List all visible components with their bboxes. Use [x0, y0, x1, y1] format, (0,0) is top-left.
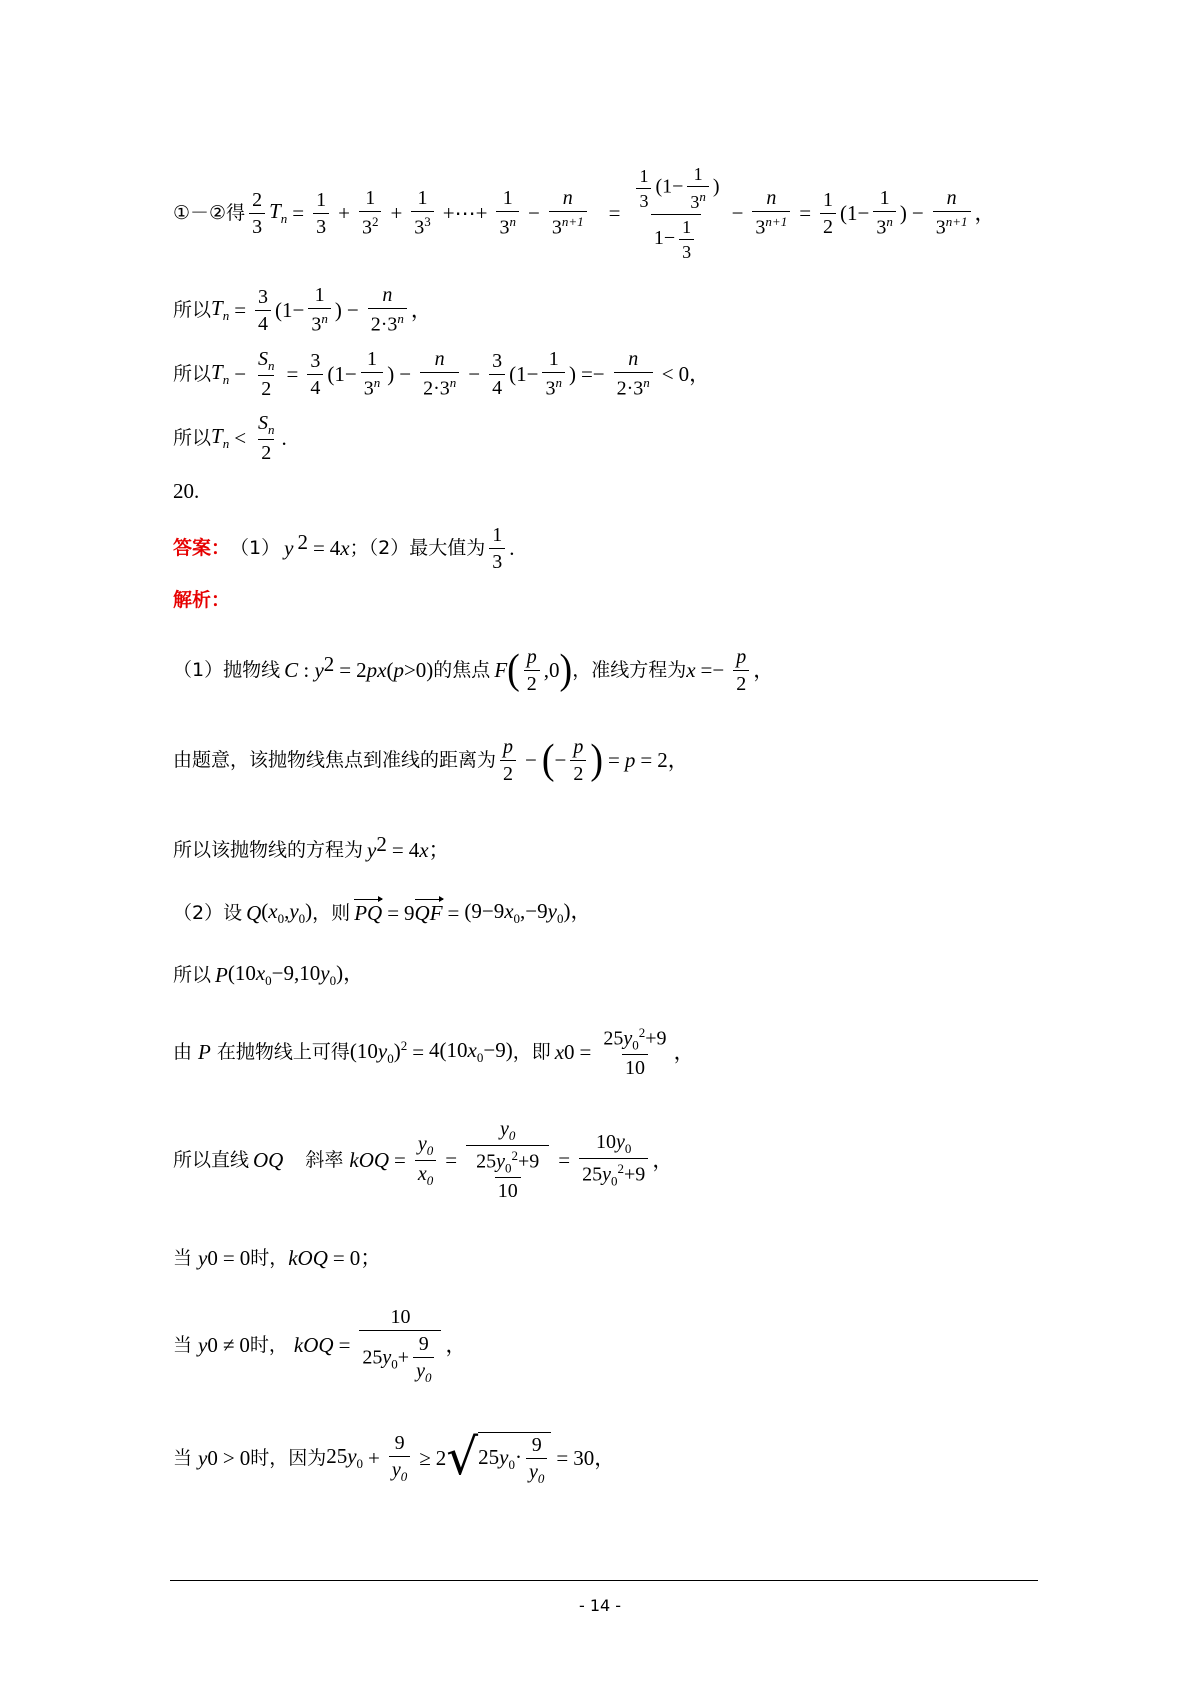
- answer-line: 答案： （1） y 2 = 4x ；（2）最大值为 1 3 .: [173, 523, 515, 573]
- vector-line: （2）设 Q $(x_0,y_0)$ ，则 PQ = 9 QF = $(9-9x_0,-9y_0)$，: [173, 898, 592, 927]
- question-number: 20.: [173, 478, 200, 503]
- analysis-label: 解析：: [173, 588, 231, 611]
- page-number: - 14 -: [578, 1596, 622, 1615]
- distance-line: 由题意，该抛物线焦点到准线的距离为 p 2 − ( − $\frac{p}{2}$ ) = p = 2，: [173, 735, 689, 785]
- tn-result-line: 所以 $T_n$ = $\frac{3}{4}$ (1− $\frac{1}{3^n}$ ) − $\frac{n}{2\cdot 3^n}$ ，: [173, 284, 432, 336]
- parabola-focus-line: （1）抛物线 C : y 2 = 2px(p>0) 的焦点 F ( p 2 ,0 ) ，准线方程为 x =− $\frac{p}{2}$ ，: [173, 645, 775, 695]
- parabola-equation-line: 所以该抛物线的方程为 y 2 = 4x；: [173, 831, 450, 862]
- equation-subtract-line: ①－②得 2 3 $T_n$ = $\frac{1}{3}$ + $\frac{1}{3^2}$ + $\frac{1}{3^3}$ +⋯+ $\frac{1}{3^n}$ − $\frac{n}{3^{n+1}}$ = $\frac{1}{3}$ (1− $\frac{1}{3^n}$ ) 1− $\frac{1}{3}$ − $\frac{n}{3^{n+1}}$ = $\frac{1}{2}$ (1− $\frac{1}{3^n}$ ) − $\frac{n}{3^{n+1}}$ ，: [173, 164, 996, 262]
- case-nonzero-line: 当 y 0 ≠ 0 时， k OQ = 10 $25y_0+$ $\frac{9}{y_0}$ ，: [173, 1305, 467, 1385]
- footer-divider: [170, 1580, 1038, 1581]
- conclusion-line: 所以 $T_n$ < $S_n$ 2 .: [173, 412, 287, 464]
- analysis-label-line: [173, 585, 230, 615]
- case-zero-line: 当 y 0 = 0 时， k OQ = 0；: [173, 1245, 382, 1270]
- tn-minus-sn-line: 所以 $T_n$ − $\frac{S_n}{2}$ = $\frac{3}{4}$ (1− $\frac{1}{3^n}$ ) − $\frac{n}{2\cdot 3^n}$ − $\frac{3}{4}$ (1− $\frac{1}{3^n}$ ) =− $\frac{n}{2\cdot 3^n}$ < 0，: [173, 348, 711, 400]
- answer-label: 答案：: [173, 536, 231, 559]
- slope-line: 所以直线 OQ 斜率 k OQ = $\frac{y_0}{x_0}$ = $\frac{y_0}{\frac{25y_0^2+9}{10}}$ = $\frac{10y_0}{25y_0^2+9}$ ，: [173, 1117, 674, 1203]
- point-p-line: 所以 P $(10x_0-9,10y_0)$，: [173, 960, 365, 989]
- case-positive-line: 当 y 0 > 0 时，因为 $25y_0$ + $\frac{9}{y_0}$ ≥ 2 √ $25y_0\cdot$ 9 $y_0$ = 30，: [173, 1427, 616, 1486]
- step-prefix: ①－②得: [173, 201, 246, 224]
- substitution-line: 由 P 在抛物线上可得 $(10y_0)^2$ = $4(10x_0-9)$ ，即 x 0 = $\frac{25y_0^2+9}{10}$ ，: [173, 1024, 695, 1080]
